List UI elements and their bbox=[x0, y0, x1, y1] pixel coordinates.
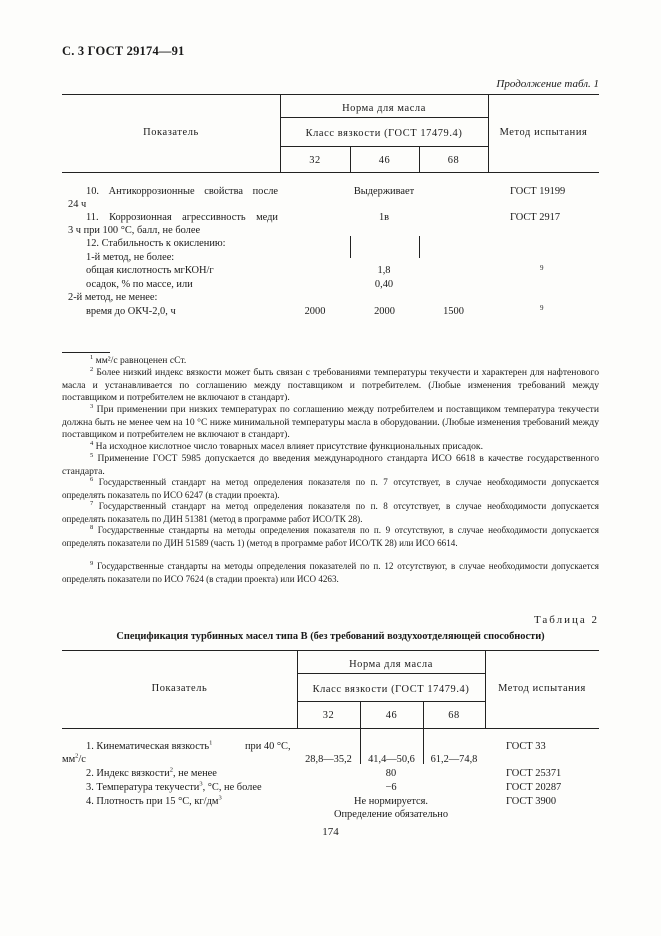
footnote: $^6$ Государственный стандарт на метод определения показателя по п. 7 отсутствует, в случае необходимости допускается определять показатель по ИСО 6247 (в стадии проекта). bbox=[62, 475, 599, 500]
col-header-class: Класс вязкости (ГОСТ 17479.4) bbox=[312, 684, 470, 695]
col-header-norm: Норма для масла bbox=[349, 659, 433, 670]
table-row: 2. Индекс вязкости$^2$, не менее bbox=[86, 766, 217, 779]
col-header-indicator: Показатель bbox=[143, 127, 199, 138]
class-32: 32 bbox=[322, 710, 335, 721]
table-cell-method: ГОСТ 33 bbox=[506, 741, 546, 752]
class-46: 46 bbox=[378, 155, 391, 166]
table-cell-method: ГОСТ 3900 bbox=[506, 796, 557, 807]
table-cell-value: Определение обязательно bbox=[333, 809, 449, 820]
table-row: время до ОКЧ-2,0, ч bbox=[86, 306, 176, 317]
table-row: общая кислотность мгКОН/г bbox=[86, 265, 214, 276]
table-cell-value: 1500 bbox=[443, 306, 464, 317]
footnote: $^3$ При применении при низких температурах по соглашению между потребителем и поставщиком температура текучести должна быть не менее чем на 10 °С ниже минимальной температуры масла в оборудовании. (Любые изменения требований между поставщиком и потребителем не включают в стандарт). bbox=[62, 402, 599, 440]
footnote: $^4$ На исходное кислотное число товарных масел влияет присутствие функциональных присадок. bbox=[90, 439, 483, 452]
table-cell-value: Выдерживает bbox=[353, 186, 415, 197]
table-cell-value: Не нормируется. bbox=[353, 796, 429, 807]
table-row: 1. Кинематическая вязкость$^1$ bbox=[86, 739, 213, 752]
table-cell-value: 41,4—50,6 bbox=[368, 754, 415, 765]
table-cell-value: −6 bbox=[385, 782, 397, 793]
table-row: 1-й метод, не более: bbox=[86, 252, 175, 263]
class-46: 46 bbox=[385, 710, 398, 721]
footnote-ref: 9 bbox=[540, 304, 544, 312]
col-header-method: Метод испытания bbox=[499, 127, 588, 138]
table-cell-value: 61,2—74,8 bbox=[430, 754, 478, 765]
page-header: С. 3 ГОСТ 29174—91 bbox=[62, 44, 185, 58]
table-continuation-label: Продолжение табл. 1 bbox=[496, 78, 599, 90]
table-cell-value: 28,8—35,2 bbox=[305, 754, 352, 765]
table-cell-method: ГОСТ 25371 bbox=[506, 768, 562, 779]
table-row: 24 ч bbox=[68, 199, 87, 210]
table-2-title: Спецификация турбинных масел типа В (без требований воздухоотделяющей способности) bbox=[116, 631, 545, 642]
col-header-norm: Норма для масла bbox=[342, 103, 426, 114]
table-cell-value: 2000 bbox=[304, 306, 326, 317]
table-cell-method: ГОСТ 20287 bbox=[506, 782, 562, 793]
table-row: при 40 °С, bbox=[245, 741, 291, 752]
footnote: $^8$ Государственные стандарты на методы определения показателя по п. 9 отсутствуют, в случае необходимости допускается определять показатели по ДИН 51589 (часть 1) (метод в программе работ ИСО/ТК 28) или ИСО 6614. bbox=[62, 523, 599, 548]
footnote: $^7$ Государственный стандарт на метод определения показателя по п. 8 отсутствует, в случае необходимости допускается определять показатель по ДИН 51381 (метод в программе работ ИСО/ТК 28). bbox=[62, 499, 599, 524]
col-header-indicator: Показатель bbox=[151, 683, 208, 694]
table-row: 11. Коррозионная агрессивность меди bbox=[86, 212, 278, 223]
footnote: $^5$ Применение ГОСТ 5985 допускается до введения международного стандарта ИСО 6618 в качестве государственного стандарта. bbox=[62, 451, 599, 477]
class-68: 68 bbox=[447, 155, 460, 166]
footnote-ref: 9 bbox=[540, 264, 544, 272]
table-cell-value: 1в bbox=[378, 212, 390, 223]
class-32: 32 bbox=[309, 155, 321, 166]
table-cell-method: ГОСТ 2917 bbox=[510, 212, 561, 223]
footnote-separator bbox=[62, 352, 110, 353]
table-row: 2-й метод, не менее: bbox=[68, 292, 158, 303]
table-cell-value: 0,40 bbox=[374, 279, 394, 290]
table-cell-value: 80 bbox=[385, 768, 397, 779]
table-row: 10. Антикоррозионные свойства после bbox=[86, 186, 278, 197]
footnote: $^2$ Более низкий индекс вязкости может быть связан с требованиями температуры текучести и характерен для нафтенового масла и устанавливается по соглашению между поставщиком и потребителем. (Любые изменения требований между поставщиком и потребителем не включают в стандарт). bbox=[62, 365, 599, 403]
col-header-class: Класс вязкости (ГОСТ 17479.4) bbox=[305, 128, 463, 139]
footnote: $^1$ мм²/с равноценен сСт. bbox=[90, 353, 187, 366]
col-header-method: Метод испытания bbox=[498, 683, 586, 694]
class-68: 68 bbox=[448, 710, 460, 721]
table-2-label: Таблица 2 bbox=[533, 614, 599, 626]
page-number: 174 bbox=[322, 826, 339, 838]
table-row: 3. Температура текучести$^3$, °С, не более bbox=[86, 780, 262, 793]
table-cell-value: 2000 bbox=[374, 306, 395, 317]
footnote: $^9$ Государственные стандарты на методы определения показателей по п. 12 отсутствуют, в случае необходимости допускается определять показатели по ИСО 7624 (в стадии проекта) или ИСО 4263. bbox=[62, 559, 599, 584]
table-row: $мм^2/с$ bbox=[62, 752, 86, 765]
table-row: осадок, % по массе, или bbox=[86, 279, 193, 290]
table-cell-value: 1,8 bbox=[377, 265, 391, 276]
table-row: 12. Стабильность к окислению: bbox=[86, 238, 226, 249]
table-row: 3 ч при 100 °С, балл, не более bbox=[68, 225, 201, 236]
table-cell-method: ГОСТ 19199 bbox=[510, 186, 566, 197]
table-row: 4. Плотность при 15 °С, $кг/дм^3$ bbox=[86, 794, 222, 807]
